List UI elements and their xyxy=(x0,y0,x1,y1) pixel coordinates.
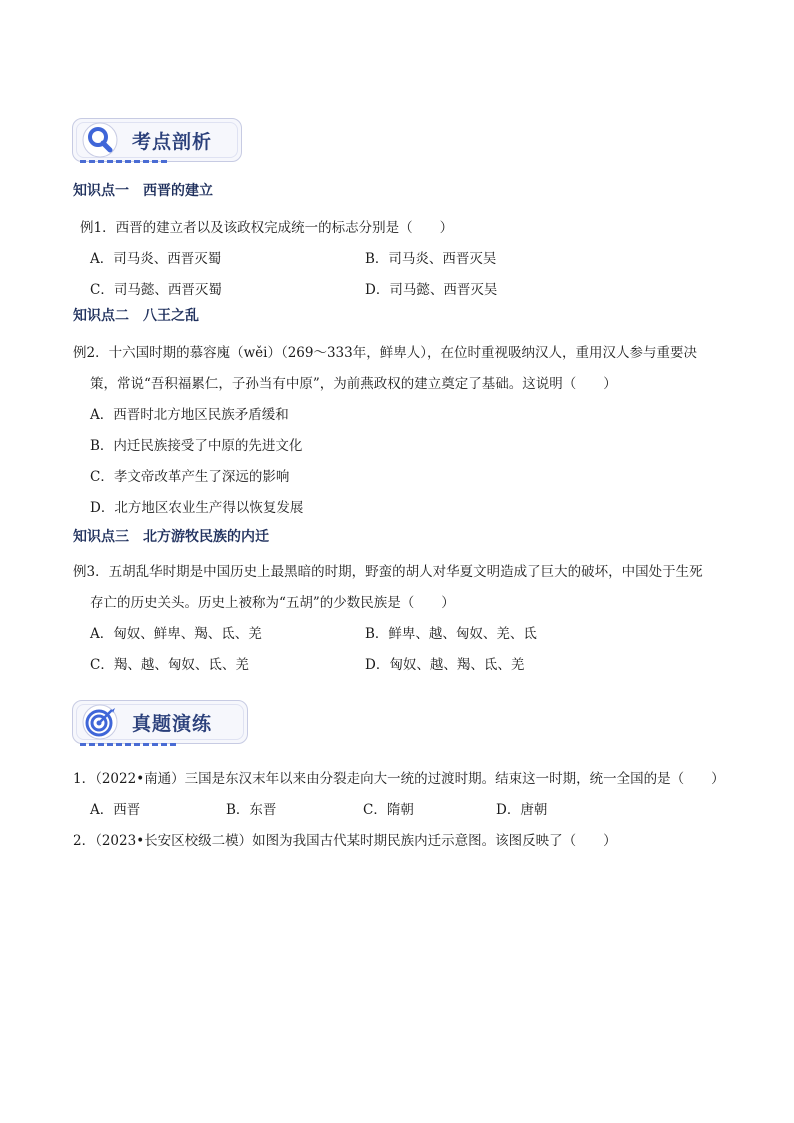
option-d: D．司马懿、西晋灭吴 xyxy=(365,282,498,298)
example-question-3-line1: 例3．五胡乱华时期是中国历史上最黑暗的时期，野蛮的胡人对华夏文明造成了巨大的破坏，中国处于生死 xyxy=(73,564,703,580)
magnifier-icon xyxy=(82,122,118,158)
option-b: B．东晋 xyxy=(226,802,277,818)
example-question-1: 例1．西晋的建立者以及该政权完成统一的标志分别是（ ） xyxy=(80,220,454,236)
example-question-3-line2: 存亡的历史关头。历史上被称为“五胡”的少数民族是（ ） xyxy=(90,595,455,611)
option-d: D．唐朝 xyxy=(496,802,548,818)
example-question-2-line2: 策，常说“吾积福累仁，子孙当有中原”，为前燕政权的建立奠定了基础。这说明（ ） xyxy=(90,376,617,392)
option-c: C．羯、越、匈奴、氐、羌 xyxy=(90,657,249,673)
knowledge-point-1: 知识点一 西晋的建立 xyxy=(73,183,213,199)
option-c: C．隋朝 xyxy=(363,802,414,818)
option-d: D．北方地区农业生产得以恢复发展 xyxy=(90,500,304,516)
option-d: D．匈奴、越、羯、氐、羌 xyxy=(365,657,525,673)
section-banner-analysis xyxy=(72,118,242,162)
option-a: A．西晋 xyxy=(90,802,141,818)
target-icon xyxy=(82,704,118,740)
knowledge-point-3: 知识点三 北方游牧民族的内迁 xyxy=(73,529,269,545)
knowledge-point-2: 知识点二 八王之乱 xyxy=(73,308,199,324)
practice-question-2: 2．（2023•长安区校级二模）如图为我国古代某时期民族内迁示意图。该图反映了（ ） xyxy=(73,833,617,849)
example-question-2-line1: 例2．十六国时期的慕容廆（wěi）（269～333年，鲜卑人），在位时重视吸纳汉人，重用汉人参与重要决 xyxy=(73,345,697,361)
option-b: B．内迁民族接受了中原的先进文化 xyxy=(90,438,303,454)
option-a: A．匈奴、鲜卑、羯、氐、羌 xyxy=(90,626,262,642)
option-c: C．孝文帝改革产生了深远的影响 xyxy=(90,469,290,485)
section-banner-practice xyxy=(72,700,248,744)
banner-underline xyxy=(80,160,170,163)
option-b: B．鲜卑、越、匈奴、羌、氐 xyxy=(365,626,537,642)
section-title: 考点剖析 xyxy=(132,131,213,153)
option-a: A．司马炎、西晋灭蜀 xyxy=(90,251,222,267)
section-title: 真题演练 xyxy=(132,713,213,735)
banner-underline xyxy=(80,743,176,746)
option-a: A．西晋时北方地区民族矛盾缓和 xyxy=(90,407,289,423)
practice-question-1: 1．（2022•南通）三国是东汉末年以来由分裂走向大一统的过渡时期。结束这一时期，统一全国的是（ ） xyxy=(73,771,725,787)
option-c: C．司马懿、西晋灭蜀 xyxy=(90,282,222,298)
option-b: B．司马炎、西晋灭吴 xyxy=(365,251,497,267)
